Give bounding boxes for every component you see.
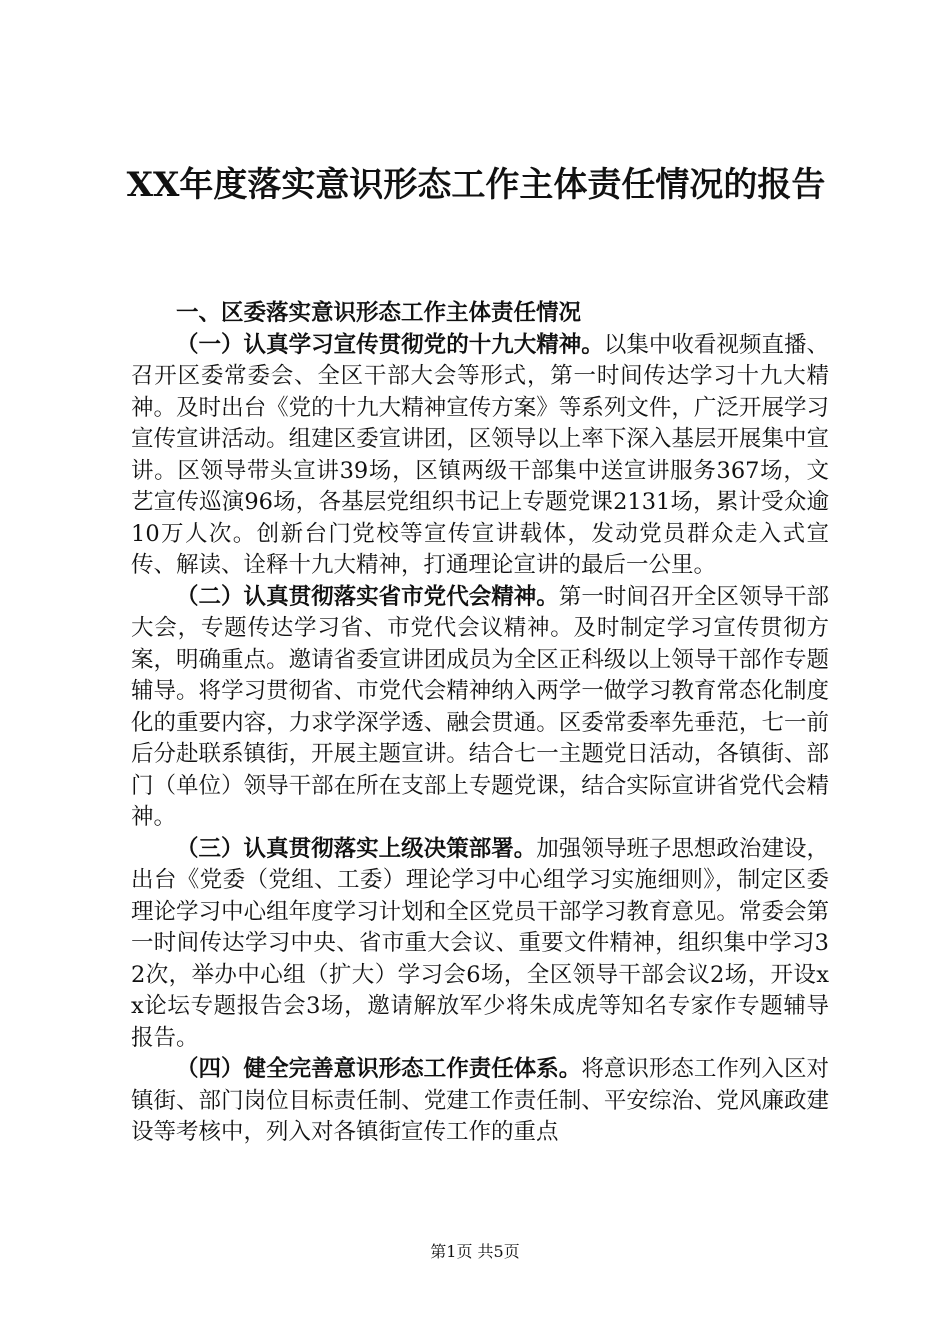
paragraph-3 bbox=[131, 834, 829, 1055]
paragraph-3-text: 加强领导班子思想政治建设，出台《党委（党组、工委）理论学习中心组学习实施细则》，制定区委理论学习中心组年度学习计划和全区党员干部学习教育意见。常委会第一时间传达学习中央、省市重大会议、重要文件精神，组织集中学习32次，举办中心组（扩大）学习会6场，全区领导干部会议2场，开设xx论坛专题报告会3场，邀请解放军少将朱成虎等知名专家作专题辅导报告。 bbox=[131, 835, 829, 1051]
document-title: XX年度落实意识形态工作主体责任情况的报告 bbox=[126, 165, 826, 205]
paragraph-4-lead: （四）健全完善意识形态工作责任体系。 bbox=[176, 1056, 582, 1082]
paragraph-1 bbox=[131, 330, 829, 582]
paragraph-1-lead: （一）认真学习宣传贯彻党的十九大精神。 bbox=[176, 331, 604, 358]
paragraph-1-text: 以集中收看视频直播、召开区委常委会、全区干部大会等形式，第一时间传达学习十九大精神。及时出台《党的十九大精神宣传方案》等系列文件，广泛开展学习宣传宣讲活动。组建区委宣讲团，区领导以上率下深入基层开展集中宣讲。区领导带头宣讲39场，区镇两级干部集中送宣讲服务367场，文艺宣传巡演96场，各基层党组织书记上专题党课2131场，累计受众逾10万人次。创新台门党校等宣传宣讲载体，发动党员群众走入式宣传、解读、诠释十九大精神，打通理论宣讲的最后一公里。 bbox=[131, 331, 829, 578]
paragraph-4 bbox=[131, 1054, 829, 1149]
paragraph-2 bbox=[131, 582, 829, 834]
paragraph-3-lead: （三）认真贯彻落实上级决策部署。 bbox=[176, 835, 537, 862]
paragraph-2-lead: （二）认真贯彻落实省市党代会精神。 bbox=[176, 583, 559, 610]
page-footer: 第1页 共5页 bbox=[430, 1242, 520, 1261]
section-heading: 一、区委落实意识形态工作主体责任情况 bbox=[176, 300, 582, 326]
paragraph-2-text: 第一时间召开全区领导干部大会，专题传达学习省、市党代会议精神。及时制定学习宣传贯彻方案，明确重点。邀请省委宣讲团成员为全区正科级以上领导干部作专题辅导。将学习贯彻省、市党代会精神纳入两学一做学习教育常态化制度化的重要内容，力求学深学透、融会贯通。区委常委率先垂范，七一前后分赴联系镇街，开展主题宣讲。结合七一主题党日活动，各镇街、部门（单位）领导干部在所在支部上专题党课，结合实际宣讲省党代会精神。 bbox=[131, 583, 829, 830]
paragraph-4-text: 将意识形态工作列入区对镇街、部门岗位目标责任制、党建工作责任制、平安综治、党风廉政建设等考核中，列入对各镇街宣传工作的重点 bbox=[131, 1056, 829, 1145]
document-body bbox=[131, 298, 829, 1149]
